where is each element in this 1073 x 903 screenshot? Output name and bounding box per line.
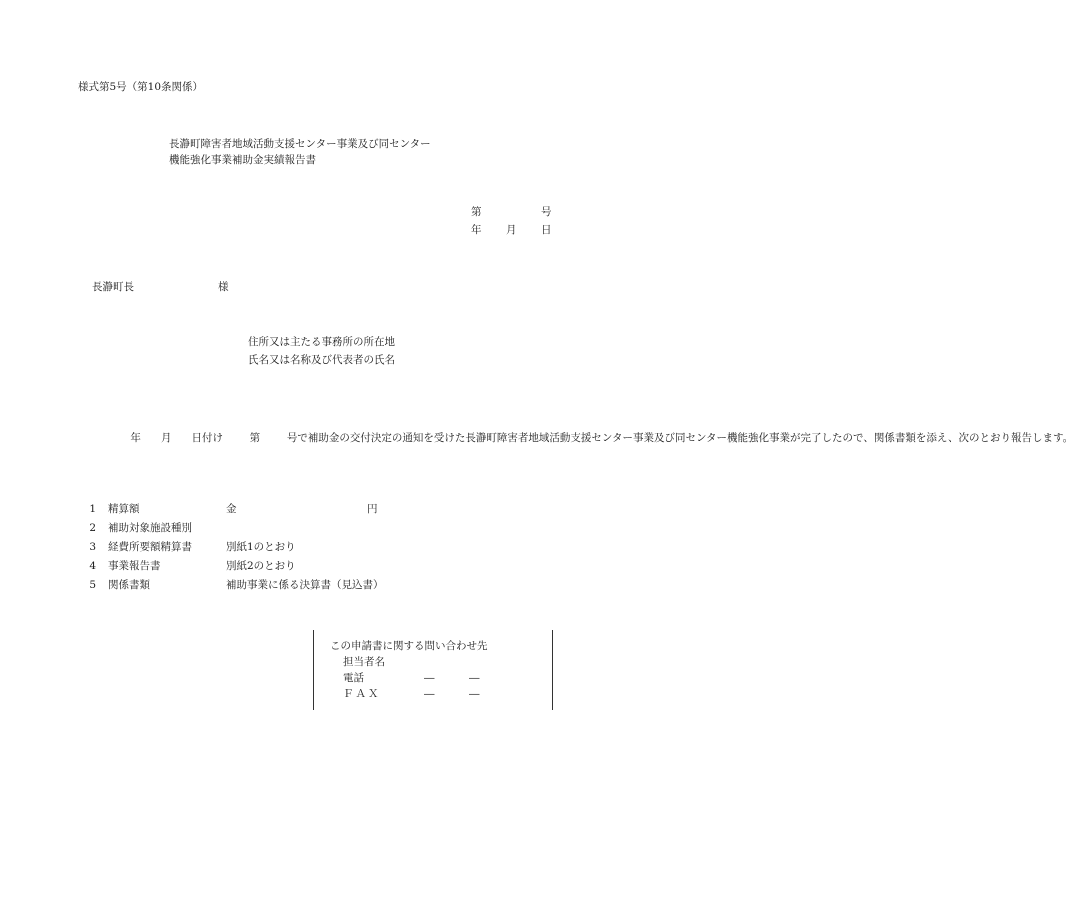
body-dated: 日付け: [191, 432, 223, 444]
tel-dash-2: ―: [469, 672, 480, 684]
item-label: 関係書類: [108, 579, 150, 591]
document-title-line2: 機能強化事業補助金実績報告書: [169, 154, 316, 166]
fax-dash-1: ―: [424, 688, 435, 700]
item-number: 5: [89, 579, 96, 591]
contact-fax-label: ＦＡＸ: [343, 688, 381, 700]
item-label: 精算額: [108, 503, 140, 515]
recipient-honorific: 様: [218, 281, 229, 293]
item-label: 事業報告書: [108, 560, 161, 572]
item-value: 別紙2のとおり: [226, 560, 296, 572]
contact-tel-label: 電話: [343, 672, 364, 684]
body-year: 年: [130, 432, 141, 444]
item-number: 4: [89, 560, 96, 572]
date-year: 年: [471, 224, 482, 236]
applicant-address-label: 住所又は主たる事務所の所在地: [248, 336, 395, 348]
body-paragraph: [77, 429, 1073, 448]
body-month: 月: [160, 432, 172, 444]
recipient-name: 長瀞町長: [92, 281, 134, 293]
item-label: 経費所要額精算書: [108, 541, 192, 553]
fax-dash-2: ―: [469, 688, 480, 700]
form-id: 様式第5号（第10条関係）: [78, 81, 204, 93]
tel-dash-1: ―: [424, 672, 435, 684]
contact-person-label: 担当者名: [343, 656, 385, 668]
date-month: 月: [506, 224, 517, 236]
applicant-name-label: 氏名又は名称及び代表者の氏名: [248, 354, 395, 366]
body-text: 号で補助金の交付決定の通知を受けた長瀞町障害者地域活動支援センター事業及び同センター機能強化事業が完了したので、関係書類を添え、次のとおり報告します。: [286, 432, 1073, 444]
doc-number-go: 号: [541, 206, 552, 218]
item-number: 2: [89, 522, 96, 534]
doc-number-dai: 第: [471, 206, 482, 218]
document-title-line1: 長瀞町障害者地域活動支援センター事業及び同センター: [169, 138, 431, 150]
date-day: 日: [541, 224, 552, 236]
item-value: 別紙1のとおり: [226, 541, 296, 553]
item-value: 金: [226, 503, 237, 515]
item-unit: 円: [367, 503, 378, 515]
item-label: 補助対象施設種別: [108, 522, 192, 534]
item-number: 3: [89, 541, 96, 553]
body-number-prefix: 第: [249, 432, 261, 444]
item-value: 補助事業に係る決算書（見込書）: [226, 579, 384, 591]
contact-title: この申請書に関する問い合わせ先: [330, 640, 488, 652]
item-number: 1: [89, 503, 96, 515]
